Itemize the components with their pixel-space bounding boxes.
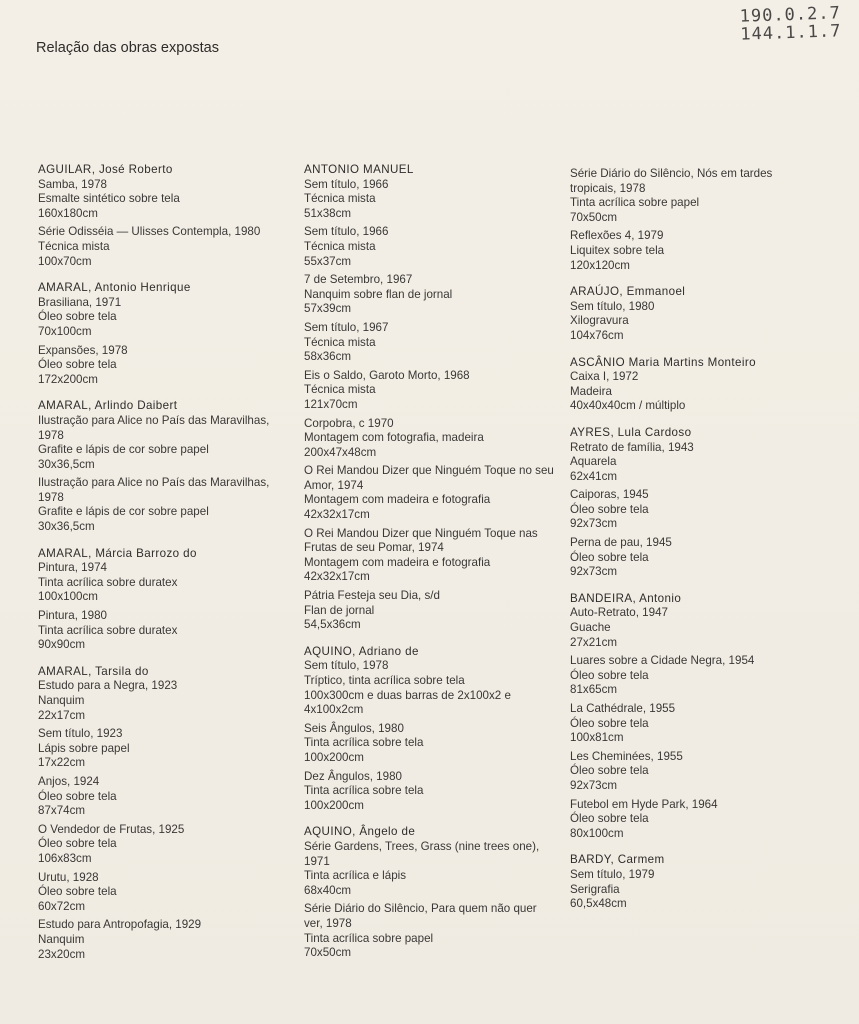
artwork-title: La Cathédrale, 1955 xyxy=(570,702,676,715)
artwork-title: Dez Ângulos, 1980 xyxy=(304,769,402,783)
artwork-dimensions: 92x73cm xyxy=(570,565,618,579)
artwork-title: Série Diário do Silêncio, Nós em tardes tropicais, 1978 xyxy=(570,167,773,195)
page-title: Relação das obras expostas xyxy=(36,40,219,56)
artwork-title: Sem título, 1966 xyxy=(304,177,389,191)
artwork-entry xyxy=(570,300,820,344)
artist-entry xyxy=(570,853,820,911)
artwork-dimensions: 42x32x17cm xyxy=(304,570,370,584)
artwork-dimensions: 92x73cm xyxy=(570,778,618,792)
artwork-medium: Óleo sobre tela xyxy=(38,789,117,803)
artwork-medium: Tinta acrílica sobre tela xyxy=(304,736,424,750)
artist-name: AYRES, Lula Cardoso xyxy=(570,425,692,439)
artwork-entry xyxy=(570,370,820,414)
artwork-medium: Nanquim xyxy=(38,932,85,946)
artwork-title: Ilustração para Alice no País das Maravilhas, 1978 xyxy=(38,413,270,442)
artwork-title: Pintura, 1974 xyxy=(38,561,107,575)
artwork-entry xyxy=(38,775,283,819)
artwork-title: Expansões, 1978 xyxy=(38,343,128,357)
artwork-dimensions: 62x41cm xyxy=(570,469,618,483)
artwork-title: Les Cheminées, 1955 xyxy=(570,749,683,763)
artwork-title: 7 de Setembro, 1967 xyxy=(304,273,413,287)
artwork-medium: Liquitex sobre tela xyxy=(570,243,665,257)
artist-entry xyxy=(304,645,554,814)
artwork-title: Série Gardens, Trees, Grass (nine trees one), 1971 xyxy=(304,839,540,868)
artist-name: AQUINO, Adriano de xyxy=(304,644,419,658)
artist-entry xyxy=(570,426,820,580)
artwork-title: Retrato de família, 1943 xyxy=(570,440,694,454)
artist-name: ANTONIO MANUEL xyxy=(304,163,414,176)
artwork-dimensions: 200x47x48cm xyxy=(304,445,377,459)
artist-entry xyxy=(570,167,820,273)
artist-name: AMARAL, Antonio Henrique xyxy=(38,281,191,295)
artwork-medium: Lápis sobre papel xyxy=(38,741,130,755)
artwork-title: Sem título, 1978 xyxy=(304,659,389,673)
artwork-entry xyxy=(304,722,554,766)
artwork-dimensions: 100x81cm xyxy=(570,731,624,745)
artwork-title: Estudo para Antropofagia, 1929 xyxy=(38,918,202,932)
artwork-entry xyxy=(570,488,820,532)
artwork-dimensions: 68x40cm xyxy=(304,883,352,897)
artist-name: BANDEIRA, Antonio xyxy=(570,591,682,605)
artwork-dimensions: 81x65cm xyxy=(570,683,618,697)
artist-entry xyxy=(38,665,283,962)
artwork-entry xyxy=(570,606,820,650)
artwork-medium: Nanquim sobre flan de jornal xyxy=(304,287,453,301)
artwork-medium: Técnica mista xyxy=(304,239,376,253)
artwork-medium: Montagem com madeira e fotografia xyxy=(304,555,491,569)
artwork-medium: Madeira xyxy=(570,384,612,398)
artwork-medium: Óleo sobre tela xyxy=(570,502,649,516)
artwork-medium: Guache xyxy=(570,621,611,635)
artwork-medium: Tinta acrílica sobre tela xyxy=(304,784,424,798)
artwork-dimensions: 106x83cm xyxy=(38,851,92,865)
artist-name: AGUILAR, José Roberto xyxy=(38,163,173,176)
artwork-entry xyxy=(38,476,283,534)
artwork-title: Sem título, 1979 xyxy=(570,867,655,881)
artwork-dimensions: 80x100cm xyxy=(570,826,624,840)
artist-entry xyxy=(38,399,283,534)
artwork-title: Luares sobre a Cidade Negra, 1954 xyxy=(570,654,755,668)
artwork-dimensions: 17x22cm xyxy=(38,756,86,770)
artwork-medium: Óleo sobre tela xyxy=(570,550,649,564)
artwork-title: O Rei Mandou Dizer que Ninguém Toque no seu Amor, 1974 xyxy=(304,464,554,492)
artwork-medium: Técnica mista xyxy=(304,383,376,397)
artwork-entry xyxy=(304,225,554,269)
artwork-medium: Tinta acrílica e lápis xyxy=(304,869,407,883)
artwork-title: Seis Ângulos, 1980 xyxy=(304,721,404,735)
artwork-dimensions: 70x100cm xyxy=(38,324,92,338)
artwork-dimensions: 92x73cm xyxy=(570,517,618,531)
artwork-title: Brasiliana, 1971 xyxy=(38,295,122,309)
artwork-entry xyxy=(570,702,820,746)
artwork-entry xyxy=(38,918,283,962)
artwork-title: Série Odisséia — Ulisses Contempla, 1980 xyxy=(38,225,261,239)
artwork-medium: Técnica mista xyxy=(38,239,110,253)
catalog-number-annotation xyxy=(739,4,841,44)
artwork-title: Anjos, 1924 xyxy=(38,774,100,788)
artist-name: AMARAL, Tarsila do xyxy=(38,664,149,678)
artwork-dimensions: 104x76cm xyxy=(570,328,624,342)
artwork-medium: Nanquim xyxy=(38,694,85,707)
artwork-entry xyxy=(570,167,820,225)
artist-entry xyxy=(38,163,283,269)
artwork-dimensions: 30x36,5cm xyxy=(38,457,95,471)
artwork-entry xyxy=(570,868,820,912)
artwork-entry xyxy=(304,659,554,717)
artwork-medium: Tinta acrílica sobre duratex xyxy=(38,623,178,637)
artwork-dimensions: 172x200cm xyxy=(38,372,98,386)
artwork-medium: Óleo sobre tela xyxy=(38,358,117,372)
artwork-dimensions: 57x39cm xyxy=(304,302,352,316)
artwork-entry xyxy=(38,871,283,915)
artwork-title: Eis o Saldo, Garoto Morto, 1968 xyxy=(304,368,470,382)
artwork-medium: Esmalte sintético sobre tela xyxy=(38,192,180,206)
artwork-medium: Técnica mista xyxy=(304,335,376,349)
artwork-title: Pintura, 1980 xyxy=(38,609,107,623)
artwork-medium: Grafite e lápis de cor sobre papel xyxy=(38,505,209,519)
artwork-entry xyxy=(38,609,283,653)
artwork-entry xyxy=(304,273,554,317)
artwork-dimensions: 54,5x36cm xyxy=(304,618,361,632)
artwork-dimensions: 100x200cm xyxy=(304,750,364,764)
artwork-medium: Óleo sobre tela xyxy=(570,812,649,826)
artist-name: AMARAL, Arlindo Daibert xyxy=(38,399,178,413)
artwork-title: O Rei Mandou Dizer que Ninguém Toque nas Frutas de seu Pomar, 1974 xyxy=(304,526,538,555)
artwork-medium: Grafite e lápis de cor sobre papel xyxy=(38,443,209,457)
artwork-entry xyxy=(304,902,554,960)
artwork-title: Caixa I, 1972 xyxy=(570,370,639,384)
catalog-number: 144.1.1.7 xyxy=(739,21,842,45)
artwork-dimensions: 100x200cm xyxy=(304,798,364,812)
artwork-medium: Tríptico, tinta acrílica sobre tela xyxy=(304,674,465,687)
artwork-entry xyxy=(304,589,554,633)
artwork-dimensions: 121x70cm xyxy=(304,397,358,411)
artwork-medium: Óleo sobre tela xyxy=(570,764,649,778)
artwork-medium: Serigrafia xyxy=(570,882,620,896)
artwork-medium: Tinta acrílica sobre duratex xyxy=(38,575,178,589)
artwork-entry xyxy=(38,225,283,269)
artwork-dimensions: 22x17cm xyxy=(38,708,86,722)
artwork-dimensions: 100x70cm xyxy=(38,254,92,268)
artwork-title: O Vendedor de Frutas, 1925 xyxy=(38,822,185,836)
artwork-entry xyxy=(570,229,820,273)
artwork-entry xyxy=(304,464,554,522)
artwork-entry xyxy=(304,527,554,585)
artwork-entry xyxy=(570,654,820,698)
artwork-medium: Óleo sobre tela xyxy=(38,837,117,851)
artwork-medium: Xilogravura xyxy=(570,314,629,328)
artist-name: BARDY, Carmem xyxy=(570,853,665,867)
artwork-entry xyxy=(38,679,283,723)
artwork-medium: Óleo sobre tela xyxy=(38,310,117,324)
artwork-entry xyxy=(38,344,283,388)
artwork-entry xyxy=(570,750,820,794)
artwork-entry xyxy=(570,798,820,842)
artwork-dimensions: 40x40x40cm / múltiplo xyxy=(570,399,686,413)
artwork-title: Sem título, 1967 xyxy=(304,320,389,334)
artwork-entry xyxy=(38,823,283,867)
artwork-entry xyxy=(38,561,283,605)
artwork-title: Corpobra, c 1970 xyxy=(304,416,394,430)
artwork-dimensions: 58x36cm xyxy=(304,350,352,364)
artist-entry xyxy=(570,592,820,842)
artwork-medium: Óleo sobre tela xyxy=(38,885,117,899)
artwork-entry xyxy=(304,321,554,365)
artwork-medium: Óleo sobre tela xyxy=(570,716,649,730)
artwork-medium: Montagem com fotografia, madeira xyxy=(304,431,484,445)
artwork-title: Urutu, 1928 xyxy=(38,870,99,884)
artist-name: AQUINO, Ângelo de xyxy=(304,825,416,839)
artist-entry xyxy=(38,547,283,653)
artwork-dimensions: 100x300cm e duas barras de 2x100x2 e 4x100x2cm xyxy=(304,688,511,717)
artwork-dimensions: 30x36,5cm xyxy=(38,520,95,534)
artwork-title: Futebol em Hyde Park, 1964 xyxy=(570,797,718,811)
artwork-title: Sem título, 1966 xyxy=(304,225,389,239)
artwork-title: Estudo para a Negra, 1923 xyxy=(38,679,178,693)
artist-entry xyxy=(570,356,820,414)
artwork-medium: Montagem com madeira e fotografia xyxy=(304,493,491,507)
artwork-title: Auto-Retrato, 1947 xyxy=(570,606,668,620)
artwork-title: Perna de pau, 1945 xyxy=(570,536,672,550)
artwork-dimensions: 70x50cm xyxy=(570,210,618,224)
artwork-entry xyxy=(570,441,820,485)
artwork-entry xyxy=(304,840,554,898)
works-column-2 xyxy=(304,163,554,961)
artwork-dimensions: 70x50cm xyxy=(304,946,352,960)
artist-entry xyxy=(304,163,554,633)
artwork-entry xyxy=(38,296,283,340)
artwork-dimensions: 87x74cm xyxy=(38,804,86,818)
artist-name: ARAÚJO, Emmanoel xyxy=(570,285,686,299)
artwork-entry xyxy=(304,178,554,222)
artwork-dimensions: 100x100cm xyxy=(38,590,98,604)
artwork-title: Ilustração para Alice no País das Maravilhas, 1978 xyxy=(38,476,270,504)
artwork-dimensions: 55x37cm xyxy=(304,254,352,268)
artwork-title: Reflexões 4, 1979 xyxy=(570,229,664,243)
artist-entry xyxy=(38,281,283,387)
artwork-entry xyxy=(570,536,820,580)
artwork-title: Samba, 1978 xyxy=(38,177,107,191)
artwork-entry xyxy=(38,727,283,771)
artwork-title: Caiporas, 1945 xyxy=(570,488,649,502)
artwork-medium: Técnica mista xyxy=(304,192,376,206)
artwork-dimensions: 160x180cm xyxy=(38,206,98,220)
artwork-dimensions: 23x20cm xyxy=(38,947,86,961)
artist-name: AMARAL, Márcia Barrozo do xyxy=(38,546,197,560)
artwork-dimensions: 120x120cm xyxy=(570,258,630,272)
artwork-dimensions: 27x21cm xyxy=(570,635,618,649)
artwork-entry xyxy=(304,417,554,461)
works-column-3 xyxy=(570,163,820,912)
artwork-dimensions: 60,5x48cm xyxy=(570,897,627,911)
artwork-dimensions: 42x32x17cm xyxy=(304,508,370,522)
artwork-medium: Aquarela xyxy=(570,455,617,469)
artist-entry xyxy=(570,285,820,343)
artist-entry xyxy=(304,825,554,960)
artwork-medium: Tinta acrílica sobre papel xyxy=(304,931,434,945)
artwork-medium: Óleo sobre tela xyxy=(570,668,649,682)
catalog-number: 190.0.2.7 xyxy=(739,3,842,27)
artwork-entry xyxy=(38,178,283,222)
artwork-entry xyxy=(38,414,283,472)
artwork-entry xyxy=(304,770,554,814)
artwork-medium: Tinta acrílica sobre papel xyxy=(570,196,700,210)
artwork-medium: Flan de jornal xyxy=(304,603,375,617)
artwork-title: Série Diário do Silêncio, Para quem não quer ver, 1978 xyxy=(304,902,537,930)
artist-name: ASCÂNIO Maria Martins Monteiro xyxy=(570,355,756,369)
artwork-entry xyxy=(304,369,554,413)
artwork-title: Sem título, 1980 xyxy=(570,299,655,313)
artwork-dimensions: 60x72cm xyxy=(38,899,86,913)
artwork-dimensions: 90x90cm xyxy=(38,638,86,652)
artwork-dimensions: 51x38cm xyxy=(304,206,352,220)
works-column-1 xyxy=(38,163,283,962)
artwork-title: Pátria Festeja seu Dia, s/d xyxy=(304,589,440,603)
artwork-title: Sem título, 1923 xyxy=(38,727,123,741)
